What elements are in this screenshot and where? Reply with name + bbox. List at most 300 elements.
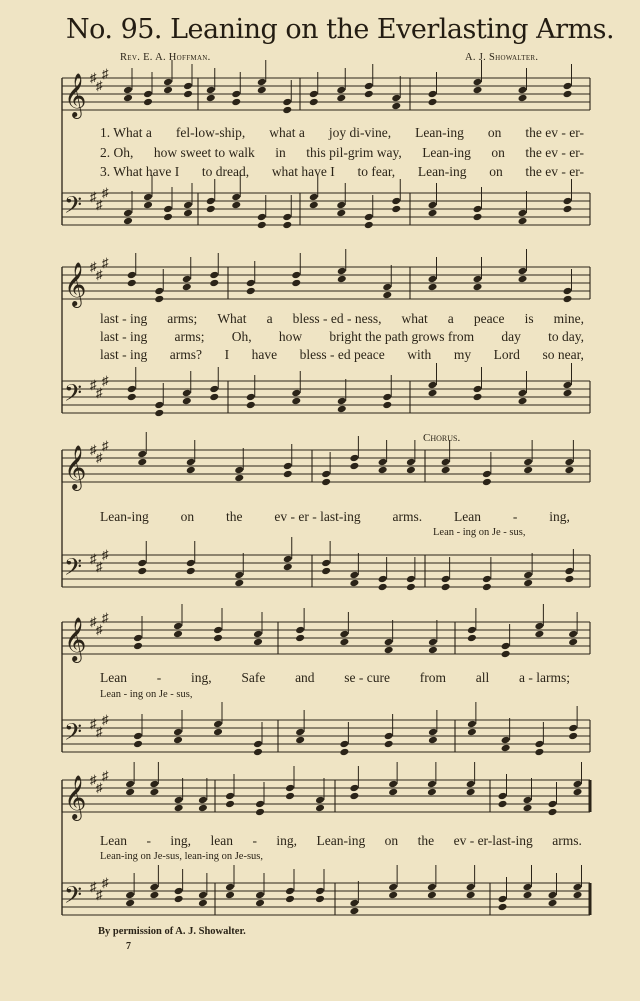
lyric-word: last - ing bbox=[100, 329, 148, 344]
note-head bbox=[127, 393, 137, 402]
note-head bbox=[391, 94, 401, 103]
note-head bbox=[315, 804, 325, 813]
note-head bbox=[384, 732, 394, 741]
note-head bbox=[568, 732, 578, 741]
lyric-word: on bbox=[384, 833, 399, 848]
note-head bbox=[133, 634, 143, 643]
note-head bbox=[309, 90, 319, 99]
lyric-word: day bbox=[501, 329, 521, 344]
note-head bbox=[282, 98, 292, 107]
verse-line bbox=[100, 164, 584, 180]
note-head bbox=[183, 201, 193, 210]
lyric-word: ing, bbox=[549, 509, 570, 524]
note-head bbox=[473, 283, 483, 292]
note-head bbox=[382, 283, 392, 292]
lyric-word: this pil-grim way, bbox=[306, 145, 402, 160]
note-head bbox=[174, 887, 184, 896]
lyric-word: Lean bbox=[454, 509, 482, 524]
note-head bbox=[295, 736, 305, 745]
permission-note: By permission of A. J. Showalter. bbox=[98, 926, 246, 937]
note-head bbox=[534, 622, 544, 631]
note-head bbox=[501, 650, 511, 659]
note-head bbox=[173, 736, 183, 745]
lyric-word: ing, bbox=[170, 833, 192, 848]
note-head bbox=[143, 90, 153, 99]
note-head bbox=[573, 891, 583, 900]
note-head bbox=[127, 271, 137, 280]
note-head bbox=[173, 622, 183, 631]
note-head bbox=[349, 899, 359, 908]
lyric-word: with bbox=[407, 347, 432, 362]
note-head bbox=[246, 279, 256, 288]
lyric-word: how sweet to walk bbox=[153, 145, 255, 160]
note-head bbox=[498, 800, 508, 809]
lyric-word: mine, bbox=[553, 311, 584, 326]
note-head bbox=[384, 740, 394, 749]
note-head bbox=[337, 275, 347, 284]
chorus-lyrics bbox=[100, 833, 582, 849]
note-head bbox=[384, 646, 394, 655]
note-head bbox=[257, 221, 267, 230]
note-head bbox=[231, 90, 241, 99]
note-head bbox=[309, 193, 319, 202]
note-head bbox=[427, 883, 437, 892]
sharp-icon: ♯ bbox=[96, 887, 103, 902]
page-number: 7 bbox=[126, 941, 131, 952]
note-head bbox=[154, 401, 164, 410]
note-head bbox=[563, 82, 573, 91]
note-head bbox=[174, 804, 184, 813]
note-head bbox=[336, 86, 346, 95]
note-head bbox=[428, 736, 438, 745]
note-head bbox=[283, 462, 293, 471]
sharp-icon: ♯ bbox=[96, 267, 103, 282]
note-head bbox=[255, 891, 265, 900]
note-head bbox=[518, 86, 528, 95]
note-head bbox=[337, 405, 347, 414]
note-head bbox=[123, 94, 133, 103]
sharp-icon: ♯ bbox=[90, 377, 97, 392]
note-head bbox=[154, 295, 164, 304]
note-head bbox=[127, 385, 137, 394]
note-head bbox=[501, 744, 511, 753]
note-head bbox=[173, 728, 183, 737]
lyric-word: what bbox=[401, 311, 428, 326]
note-head bbox=[466, 788, 476, 797]
note-head bbox=[163, 86, 173, 95]
lyric-word: on bbox=[180, 509, 195, 524]
note-head bbox=[315, 887, 325, 896]
note-head bbox=[523, 579, 533, 588]
note-head bbox=[255, 899, 265, 908]
lyric-word: arms? bbox=[169, 347, 203, 362]
note-head bbox=[253, 740, 263, 749]
composer-credit: A. J. Showalter. bbox=[465, 52, 539, 63]
note-head bbox=[283, 470, 293, 479]
lyric-word: on bbox=[489, 164, 503, 179]
note-head bbox=[285, 895, 295, 904]
note-head bbox=[548, 808, 558, 817]
note-head bbox=[563, 205, 573, 214]
note-head bbox=[206, 197, 216, 206]
note-head bbox=[309, 98, 319, 107]
lyric-word: bless - ed - ness, bbox=[292, 311, 382, 326]
lyric-word: on bbox=[487, 125, 502, 140]
note-head bbox=[246, 393, 256, 402]
chorus-lyrics bbox=[100, 509, 570, 525]
sharp-icon: ♯ bbox=[102, 610, 109, 625]
note-head bbox=[253, 638, 263, 647]
note-head bbox=[482, 583, 492, 592]
lyric-word: Lean-ing bbox=[422, 145, 471, 160]
note-head bbox=[206, 86, 216, 95]
sharp-icon: ♯ bbox=[90, 189, 97, 204]
note-head bbox=[257, 213, 267, 222]
note-head bbox=[133, 732, 143, 741]
lyric-word: What bbox=[217, 311, 247, 326]
note-head bbox=[186, 466, 196, 475]
lyric-word: ing, bbox=[190, 670, 212, 685]
note-head bbox=[391, 197, 401, 206]
lyric-word: my bbox=[453, 347, 472, 362]
note-head bbox=[406, 466, 416, 475]
note-head bbox=[364, 213, 374, 222]
note-head bbox=[321, 567, 331, 576]
note-head bbox=[339, 740, 349, 749]
note-head bbox=[255, 800, 265, 809]
lyric-word: Lean bbox=[100, 670, 127, 685]
note-head bbox=[564, 567, 574, 576]
sharp-icon: ♯ bbox=[90, 716, 97, 731]
note-head bbox=[428, 90, 438, 99]
note-head bbox=[213, 634, 223, 643]
note-head bbox=[337, 267, 347, 276]
note-head bbox=[473, 205, 483, 214]
note-head bbox=[563, 381, 573, 390]
lyric-word: the ev - er- bbox=[525, 164, 584, 179]
note-head bbox=[182, 397, 192, 406]
note-head bbox=[186, 458, 196, 467]
note-head bbox=[213, 728, 223, 737]
note-head bbox=[283, 555, 293, 564]
lyric-word: last - ing bbox=[100, 347, 148, 362]
note-head bbox=[174, 796, 184, 805]
note-head bbox=[467, 626, 477, 635]
note-head bbox=[285, 784, 295, 793]
note-head bbox=[428, 283, 438, 292]
note-head bbox=[427, 788, 437, 797]
lyric-word: - bbox=[156, 670, 162, 685]
note-head bbox=[234, 474, 244, 483]
note-head bbox=[563, 287, 573, 296]
bass-clef-icon: 𝄢 bbox=[64, 881, 83, 914]
lyric-word: bright the path grows from bbox=[329, 329, 475, 344]
note-head bbox=[378, 575, 388, 584]
note-head bbox=[473, 275, 483, 284]
note-head bbox=[295, 626, 305, 635]
sharp-icon: ♯ bbox=[96, 780, 103, 795]
note-head bbox=[467, 634, 477, 643]
note-head bbox=[143, 193, 153, 202]
note-head bbox=[321, 559, 331, 568]
note-head bbox=[209, 271, 219, 280]
lyric-word: the ev - er- bbox=[525, 145, 584, 160]
lyric-word: Safe bbox=[241, 670, 266, 685]
note-head bbox=[564, 575, 574, 584]
note-head bbox=[378, 583, 388, 592]
note-head bbox=[234, 579, 244, 588]
note-head bbox=[163, 78, 173, 87]
hymn-title: No. 95. Leaning on the Everlasting Arms. bbox=[66, 14, 615, 45]
note-head bbox=[473, 78, 483, 87]
note-head bbox=[137, 567, 147, 576]
note-head bbox=[388, 788, 398, 797]
note-head bbox=[563, 295, 573, 304]
alto-lyrics: Lean-ing on Je-sus, lean-ing on Je-sus, bbox=[100, 851, 264, 862]
note-head bbox=[231, 193, 241, 202]
note-head bbox=[163, 205, 173, 214]
note-head bbox=[339, 630, 349, 639]
note-head bbox=[498, 792, 508, 801]
lyric-word: on bbox=[491, 145, 505, 160]
note-head bbox=[427, 891, 437, 900]
note-head bbox=[231, 98, 241, 107]
lyric-word: 1. What a bbox=[100, 125, 152, 140]
note-head bbox=[209, 393, 219, 402]
note-head bbox=[143, 201, 153, 210]
note-head bbox=[518, 209, 528, 218]
lyric-word: have bbox=[251, 347, 278, 362]
note-head bbox=[257, 78, 267, 87]
treble-clef-icon: 𝄞 bbox=[64, 445, 87, 489]
lyric-word: 3. What have I bbox=[100, 164, 180, 179]
lyric-word: to dread, bbox=[201, 164, 250, 179]
note-head bbox=[123, 209, 133, 218]
note-head bbox=[518, 389, 528, 398]
sharp-icon: ♯ bbox=[102, 768, 109, 783]
note-head bbox=[466, 883, 476, 892]
note-head bbox=[174, 895, 184, 904]
note-head bbox=[282, 213, 292, 222]
note-head bbox=[568, 724, 578, 733]
note-head bbox=[573, 780, 583, 789]
note-head bbox=[349, 571, 359, 580]
chorus-lyrics bbox=[100, 670, 570, 686]
note-head bbox=[225, 800, 235, 809]
note-head bbox=[225, 883, 235, 892]
treble-clef-icon: 𝄞 bbox=[64, 262, 87, 306]
sharp-icon: ♯ bbox=[102, 373, 109, 388]
note-head bbox=[154, 409, 164, 418]
note-head bbox=[384, 638, 394, 647]
alto-lyrics: Lean - ing on Je - sus, bbox=[433, 527, 526, 538]
lyricist-credit: Rev. E. A. Hoffman. bbox=[120, 52, 211, 63]
bass-clef-icon: 𝄢 bbox=[64, 191, 83, 224]
note-head bbox=[473, 393, 483, 402]
sharp-icon: ♯ bbox=[90, 772, 97, 787]
note-head bbox=[123, 86, 133, 95]
treble-clef-icon: 𝄞 bbox=[64, 775, 87, 819]
sharp-icon: ♯ bbox=[102, 547, 109, 562]
sharp-icon: ♯ bbox=[102, 438, 109, 453]
note-head bbox=[501, 736, 511, 745]
lyric-word: lean bbox=[210, 833, 233, 848]
note-head bbox=[183, 90, 193, 99]
lyric-word: what a bbox=[269, 125, 305, 140]
bass-clef-icon: 𝄢 bbox=[64, 718, 83, 751]
sharp-icon: ♯ bbox=[90, 259, 97, 274]
lyric-word: all bbox=[475, 670, 490, 685]
sharp-icon: ♯ bbox=[96, 385, 103, 400]
note-head bbox=[548, 899, 558, 908]
note-head bbox=[133, 740, 143, 749]
note-head bbox=[498, 895, 508, 904]
note-head bbox=[315, 796, 325, 805]
sharp-icon: ♯ bbox=[102, 255, 109, 270]
note-head bbox=[213, 720, 223, 729]
note-head bbox=[466, 891, 476, 900]
note-head bbox=[427, 780, 437, 789]
note-head bbox=[206, 94, 216, 103]
sharp-icon: ♯ bbox=[90, 614, 97, 629]
note-head bbox=[523, 804, 533, 813]
lyric-word: peace bbox=[473, 311, 505, 326]
bass-clef-icon: 𝄢 bbox=[64, 553, 83, 586]
note-head bbox=[198, 899, 208, 908]
note-head bbox=[291, 397, 301, 406]
note-head bbox=[523, 883, 533, 892]
lyric-word: ev - er - last-ing bbox=[274, 509, 361, 524]
note-head bbox=[282, 221, 292, 230]
note-head bbox=[285, 792, 295, 801]
lyric-word: the ev - er- bbox=[525, 125, 584, 140]
note-head bbox=[523, 571, 533, 580]
note-head bbox=[473, 385, 483, 394]
note-head bbox=[563, 197, 573, 206]
note-head bbox=[246, 401, 256, 410]
verse-line bbox=[100, 145, 584, 161]
lyric-word: a - larms; bbox=[518, 670, 570, 685]
sharp-icon: ♯ bbox=[102, 875, 109, 890]
note-head bbox=[473, 86, 483, 95]
note-head bbox=[568, 630, 578, 639]
note-head bbox=[309, 201, 319, 210]
lyric-word: - bbox=[146, 833, 151, 848]
note-head bbox=[282, 106, 292, 115]
lyric-word: - bbox=[512, 509, 518, 524]
note-head bbox=[149, 788, 159, 797]
note-head bbox=[382, 393, 392, 402]
note-head bbox=[388, 891, 398, 900]
note-head bbox=[441, 583, 451, 592]
note-head bbox=[563, 90, 573, 99]
note-head bbox=[349, 907, 359, 916]
note-head bbox=[428, 98, 438, 107]
note-head bbox=[349, 454, 359, 463]
note-head bbox=[428, 201, 438, 210]
note-head bbox=[137, 450, 147, 459]
note-head bbox=[137, 559, 147, 568]
note-head bbox=[523, 466, 533, 475]
note-head bbox=[337, 397, 347, 406]
lyric-word: Oh, bbox=[231, 329, 252, 344]
note-head bbox=[125, 780, 135, 789]
note-head bbox=[336, 209, 346, 218]
note-head bbox=[428, 381, 438, 390]
lyric-word: Lean-ing bbox=[100, 509, 149, 524]
note-head bbox=[234, 571, 244, 580]
sharp-icon: ♯ bbox=[96, 450, 103, 465]
sharp-icon: ♯ bbox=[102, 185, 109, 200]
note-head bbox=[291, 271, 301, 280]
note-head bbox=[321, 470, 331, 479]
note-head bbox=[518, 217, 528, 226]
note-head bbox=[382, 291, 392, 300]
note-head bbox=[182, 275, 192, 284]
lyric-word: se - cure bbox=[344, 670, 391, 685]
note-head bbox=[213, 626, 223, 635]
sharp-icon: ♯ bbox=[90, 879, 97, 894]
note-head bbox=[378, 458, 388, 467]
note-head bbox=[186, 559, 196, 568]
note-head bbox=[518, 94, 528, 103]
lyric-word: to day, bbox=[548, 329, 584, 344]
lyric-word: 2. Oh, bbox=[100, 145, 134, 160]
note-head bbox=[441, 458, 451, 467]
lyric-word: arms; bbox=[174, 329, 205, 344]
note-head bbox=[321, 478, 331, 487]
note-head bbox=[339, 748, 349, 757]
note-head bbox=[482, 575, 492, 584]
lyric-word: from bbox=[419, 670, 447, 685]
verse-line bbox=[100, 329, 584, 345]
note-head bbox=[467, 728, 477, 737]
note-head bbox=[534, 748, 544, 757]
note-head bbox=[467, 720, 477, 729]
note-head bbox=[234, 466, 244, 475]
note-head bbox=[534, 740, 544, 749]
note-head bbox=[406, 458, 416, 467]
note-head bbox=[573, 788, 583, 797]
note-head bbox=[182, 283, 192, 292]
lyric-word: how bbox=[278, 329, 303, 344]
note-head bbox=[523, 891, 533, 900]
note-head bbox=[209, 279, 219, 288]
note-head bbox=[253, 630, 263, 639]
note-head bbox=[183, 82, 193, 91]
note-head bbox=[564, 466, 574, 475]
lyric-word: bless - ed peace bbox=[299, 347, 385, 362]
note-head bbox=[198, 891, 208, 900]
note-head bbox=[391, 205, 401, 214]
note-head bbox=[428, 275, 438, 284]
note-head bbox=[364, 90, 374, 99]
note-head bbox=[349, 784, 359, 793]
sharp-icon: ♯ bbox=[90, 70, 97, 85]
lyric-word: Lord bbox=[493, 347, 520, 362]
note-head bbox=[149, 883, 159, 892]
note-head bbox=[523, 458, 533, 467]
bass-clef-icon: 𝄢 bbox=[64, 379, 83, 412]
lyric-word: what have I bbox=[271, 164, 335, 179]
note-head bbox=[255, 808, 265, 817]
lyric-word: Lean-ing bbox=[417, 164, 467, 179]
note-head bbox=[349, 462, 359, 471]
note-head bbox=[382, 401, 392, 410]
note-head bbox=[339, 638, 349, 647]
note-head bbox=[428, 389, 438, 398]
sharp-icon: ♯ bbox=[96, 197, 103, 212]
